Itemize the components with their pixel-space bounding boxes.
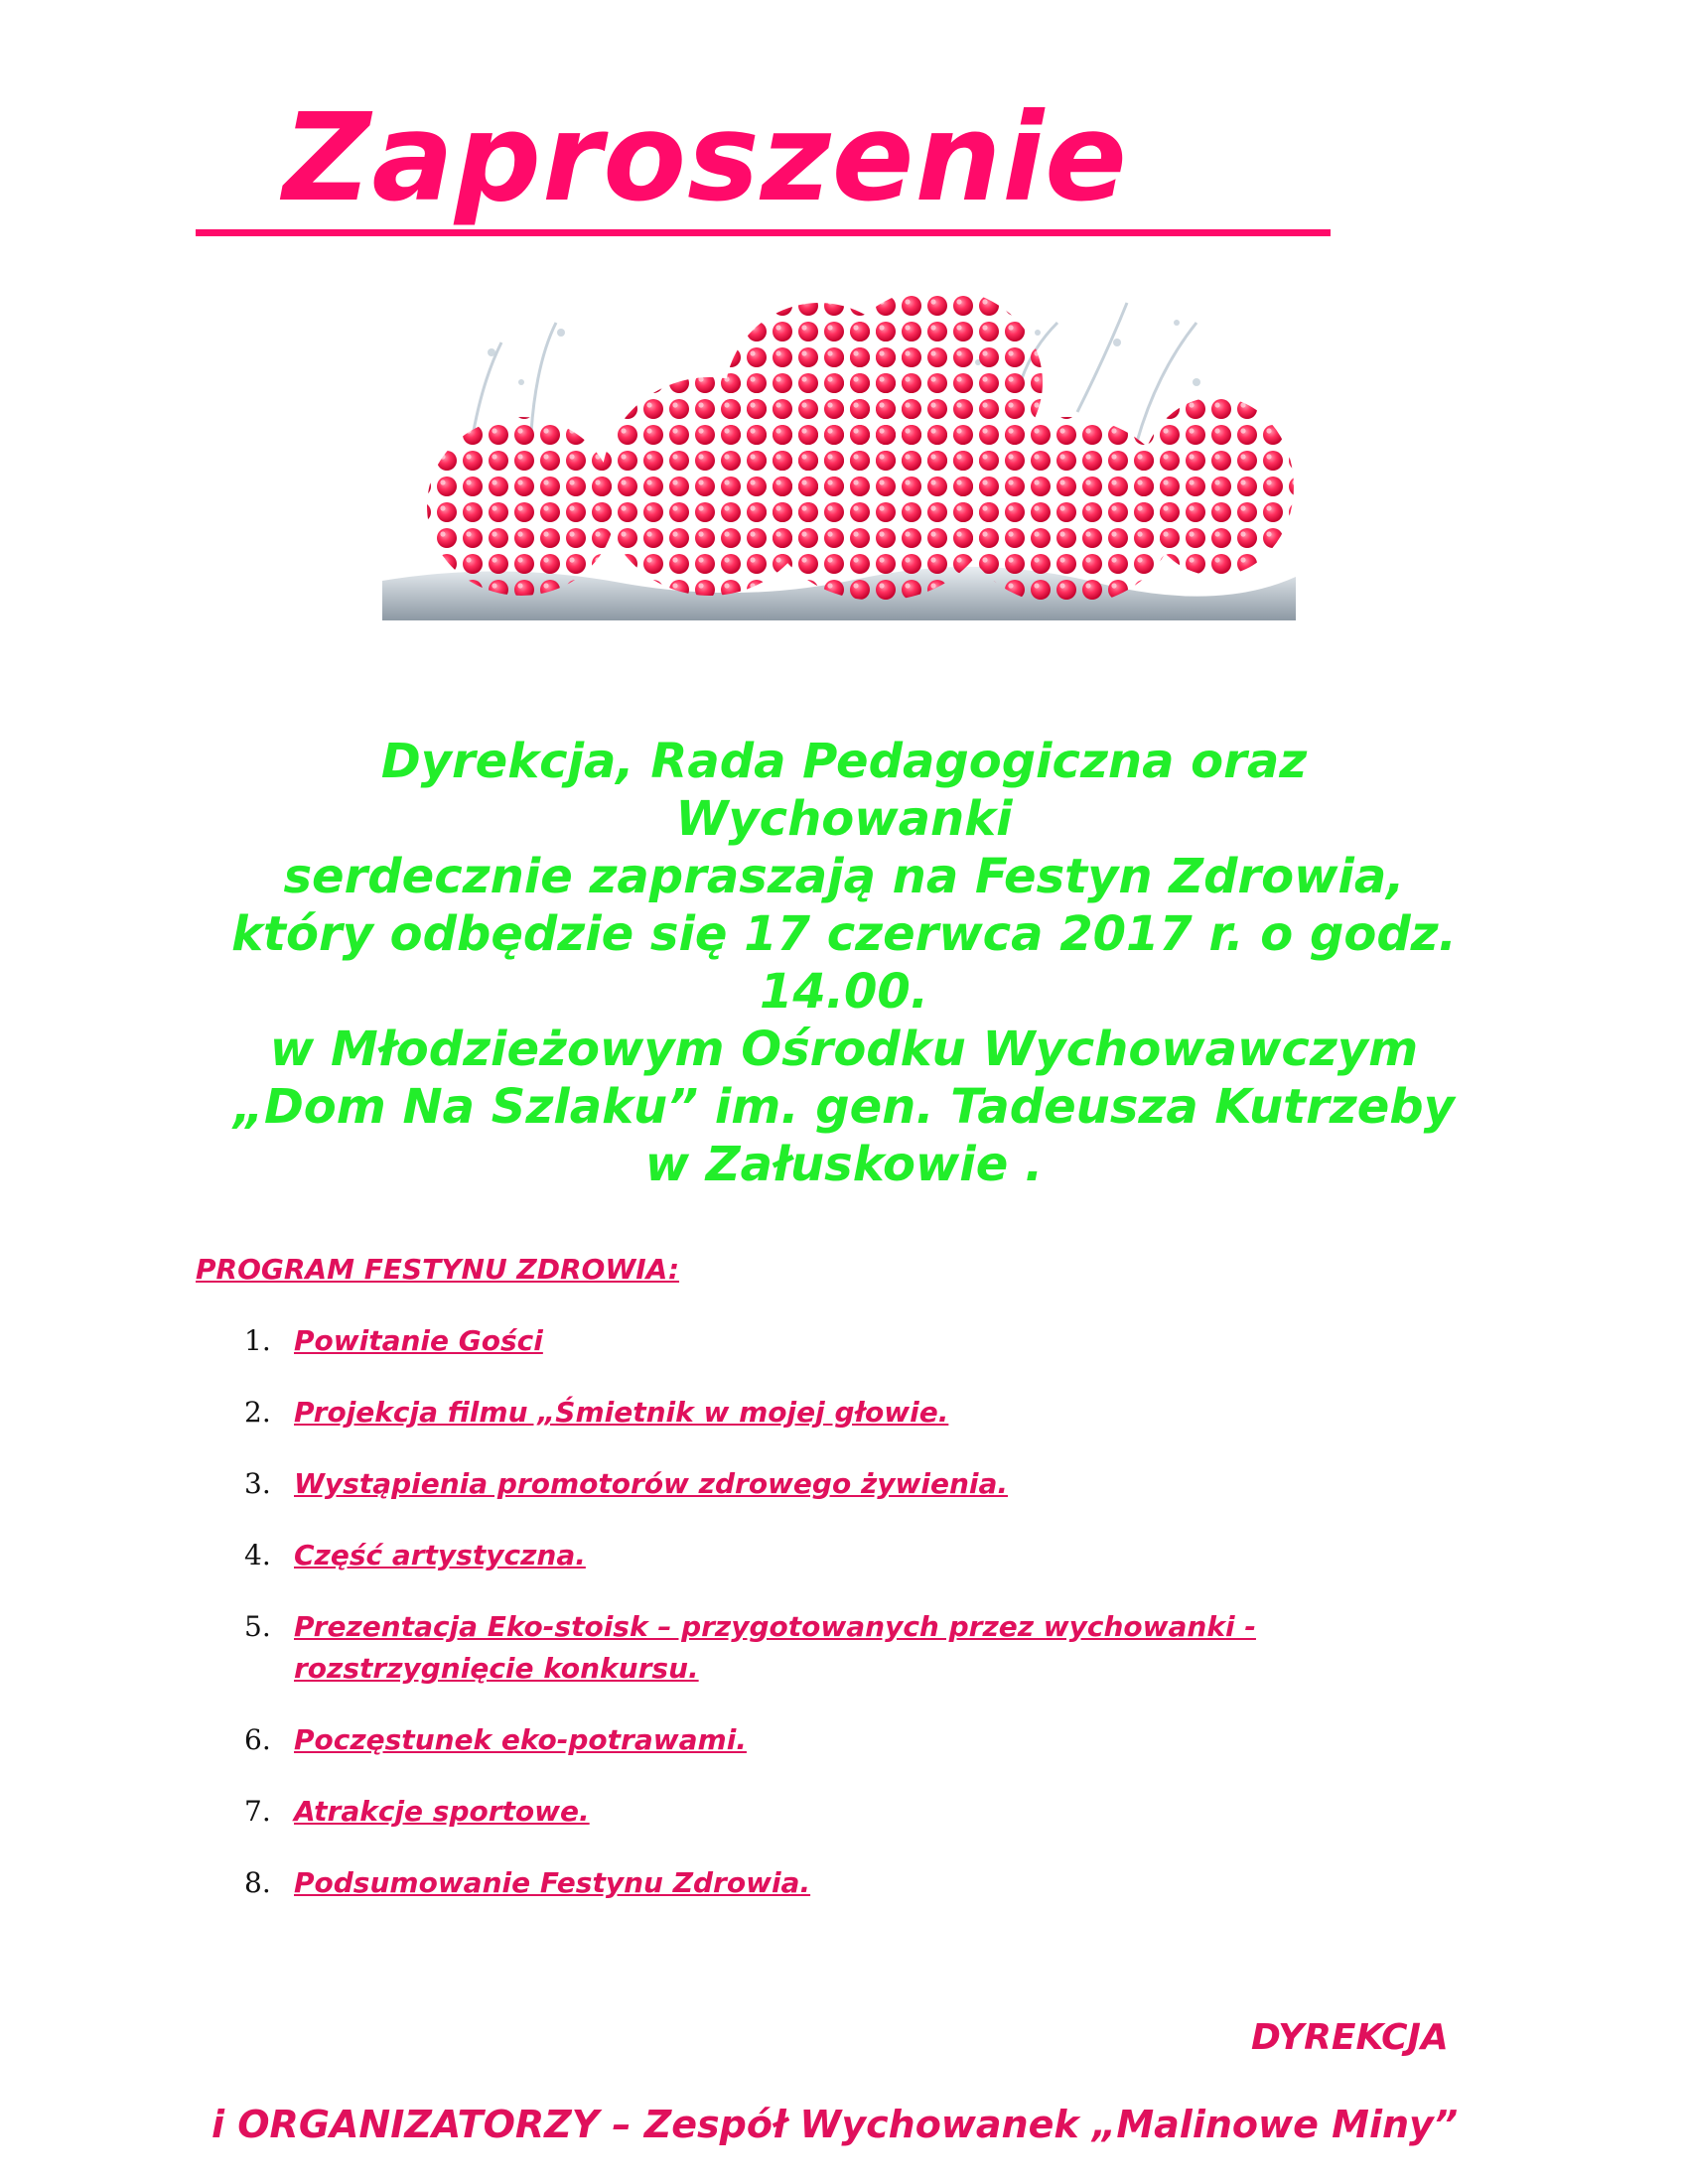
program-list [238,1320,1529,1934]
program-item-text: Projekcja filmu „Śmietnik w mojej głowie. [294,1396,949,1429]
program-item-text: Poczęstunek eko-potrawami. [294,1723,747,1756]
signature-organizers: i ORGANIZATORZY – Zespół Wychowanek „Malinowe Miny” [211,2103,1459,2146]
raspberries-splash-icon [382,293,1296,620]
program-item-number: 5. [244,1610,271,1643]
program-item-number: 4. [244,1539,271,1571]
program-item-text: Atrakcje sportowe. [294,1795,590,1828]
program-item-text: Powitanie Gości [294,1324,543,1357]
program-item [238,1862,1529,1904]
program-item-text: Podsumowanie Festynu Zdrowia. [294,1866,811,1899]
program-item [238,1606,1446,1690]
program-item-number: 3. [244,1467,271,1500]
program-item-text: Część artystyczna. [294,1539,586,1571]
program-item-number: 8. [244,1866,271,1899]
program-item [238,1535,1529,1576]
program-item [238,1463,1529,1505]
invitation-line: który odbędzie się 17 czerwca 2017 r. o godz. [231,906,1457,962]
signature-directorate: DYREKCJA [1251,2017,1449,2058]
title-block [196,87,1331,236]
program-item-number: 6. [244,1723,271,1756]
invitation-line: „Dom Na Szlaku” im. gen. Tadeusza Kutrzeby [233,1079,1455,1135]
invitation-line: Dyrekcja, Rada Pedagogiczna oraz [380,734,1308,789]
invitation-line: Wychowanki [675,791,1013,847]
program-item [238,1392,1529,1433]
invitation-line: 14.00. [759,964,929,1020]
program-item [238,1791,1529,1833]
program-item-text: Prezentacja Eko-stoisk – przygotowanych przez wychowanki - rozstrzygnięcie konkursu. [294,1610,1256,1685]
program-item-number: 1. [244,1324,271,1357]
invitation-text [199,733,1489,1193]
program-item [238,1719,1529,1761]
invitation-line: w Młodzieżowym Ośrodku Wychowawczym [269,1022,1419,1077]
raspberries-image [382,293,1296,620]
program-item-number: 7. [244,1795,271,1828]
program-item-text: Wystąpienia promotorów zdrowego żywienia. [294,1467,1009,1500]
program-item-number: 2. [244,1396,271,1429]
invitation-line: serdecznie zapraszają na Festyn Zdrowia, [283,849,1405,904]
invitation-line: w Załuskowie . [644,1137,1044,1192]
program-item [238,1320,1529,1362]
program-heading: PROGRAM FESTYNU ZDROWIA: [196,1253,680,1286]
page-title: Zaproszenie [283,87,1128,228]
